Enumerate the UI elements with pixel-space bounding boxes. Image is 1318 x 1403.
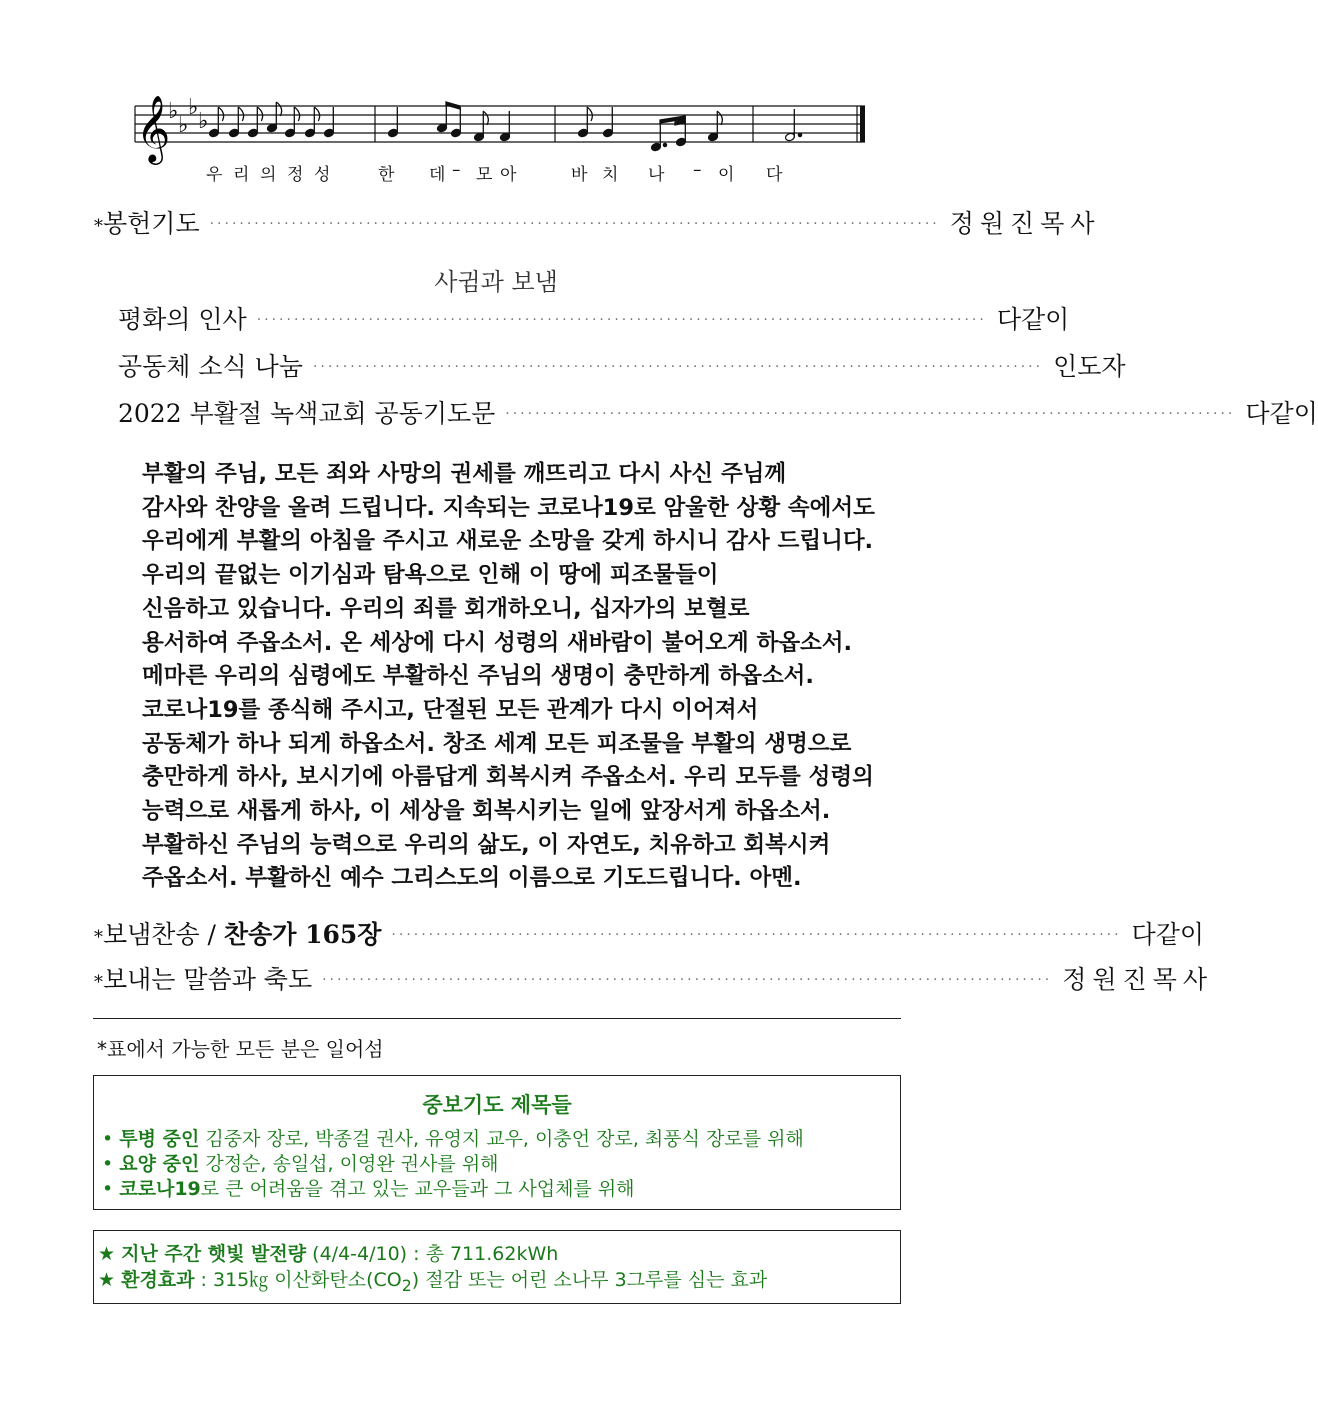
order-leader — [1053, 351, 1125, 383]
prayer-line: 능력으로 새롭게 하사, 이 세상을 회복시키는 일에 앞장서게 하옵소서. — [142, 798, 831, 825]
leader-char: 자 — [1101, 352, 1126, 381]
leader-char: 이 — [1045, 305, 1070, 334]
intercession-box — [93, 1075, 901, 1210]
lyric-syllable: 아 — [500, 165, 517, 185]
hymn-number: 찬송가 165장 — [223, 920, 382, 949]
order-label: 보내는 말씀과 축도 — [103, 965, 313, 994]
lyric-syllable: 성 — [314, 165, 331, 185]
note-flag — [276, 102, 281, 116]
solar-line — [98, 1267, 900, 1299]
lyric-syllable: 모 — [476, 165, 493, 185]
key-signature-flats — [168, 95, 208, 138]
star-icon: ★ — [98, 1269, 116, 1291]
leader-dots: ·································································································· — [256, 312, 987, 328]
svg-text:♭: ♭ — [198, 109, 209, 134]
lyric-syllable: – — [452, 160, 461, 180]
order-leader — [1132, 919, 1204, 951]
leader-char: 다 — [1245, 399, 1270, 428]
leader-dots: ·································································································· — [505, 406, 1236, 422]
prayer-line: 용서하여 주옵소서. 온 세상에 다시 성령의 새바람이 불어오게 하옵소서. — [142, 629, 853, 656]
solar-value: (4/4-4/10) : 총 711.62kWh — [306, 1243, 559, 1265]
section-heading: 사귐과 보냄 — [434, 268, 558, 296]
intercession-category: 코로나19 — [119, 1178, 201, 1200]
leader-char: 다 — [996, 305, 1021, 334]
leader-char: 이 — [1179, 920, 1205, 949]
leader-char: 같 — [1020, 305, 1046, 334]
lyric-syllable: 우 — [206, 165, 223, 185]
lyric-syllable: 치 — [602, 165, 619, 185]
prayer-line: 주옵소서. 부활하신 예수 그리스도의 이름으로 기도드립니다. 아멘. — [142, 865, 802, 892]
order-leader — [1245, 398, 1317, 430]
lyric-syllable: 다 — [766, 165, 783, 185]
solar-box — [93, 1230, 901, 1304]
order-leader: 정원진목사 — [1062, 965, 1213, 994]
order-row-benediction — [94, 964, 1213, 1000]
order-label: 평화의 인사 — [118, 305, 247, 334]
order-row-peace-greeting — [118, 304, 1070, 340]
intercession-text: 로 큰 어려움을 겪고 있는 교우들과 그 사업체를 위해 — [200, 1178, 635, 1200]
order-row-sending-hymn — [94, 919, 1205, 955]
leader-char: 인 — [1053, 352, 1078, 381]
standing-mark: * — [94, 927, 103, 948]
lyric-syllable: 한 — [378, 165, 395, 185]
standing-note: *표에서 가능한 모든 분은 일어섬 — [97, 1037, 384, 1061]
intercession-item — [102, 1177, 900, 1202]
note-flag — [218, 107, 223, 121]
leader-dots: ·································································································· — [312, 359, 1044, 375]
leader-dots: ·································································································· — [209, 216, 940, 232]
note-flag — [257, 107, 262, 121]
intercession-item — [102, 1127, 900, 1152]
order-leader: 정원진목사 — [949, 209, 1101, 238]
joint-prayer-text — [142, 458, 902, 896]
intercession-category: 투병 중인 — [119, 1128, 200, 1150]
bullet-icon: • — [102, 1128, 114, 1150]
note-dot — [663, 143, 666, 146]
solar-label: 지난 주간 햇빛 발전량 — [121, 1243, 307, 1265]
intercession-item — [102, 1152, 900, 1177]
svg-text:♭: ♭ — [188, 95, 199, 120]
prayer-line: 우리에게 부활의 아침을 주시고 새로운 소망을 갖게 하시니 감사 드립니다. — [142, 528, 874, 555]
order-leader — [997, 304, 1069, 336]
order-label — [103, 919, 381, 951]
lyric-syllable: 이 — [718, 165, 735, 185]
order-label: 봉헌기도 — [103, 209, 200, 238]
leader-char: 도 — [1077, 352, 1102, 381]
intercession-text: 강정순, 송일섭, 이영완 권사를 위해 — [199, 1153, 499, 1175]
solar-line — [98, 1241, 900, 1267]
prayer-line: 신음하고 있습니다. 우리의 죄를 회개하오니, 십자가의 보혈로 — [142, 595, 750, 622]
leader-char: 같 — [1155, 920, 1180, 949]
lyric-syllable: 리 — [233, 165, 250, 185]
intercession-text: 김중자 장로, 박종걸 권사, 유영지 교우, 이충언 장로, 최풍식 장로를 위해 — [199, 1128, 804, 1150]
prayer-line: 부활하신 주님의 능력으로 우리의 삶도, 이 자연도, 치유하고 회복시켜 — [142, 831, 831, 858]
bullet-icon: • — [102, 1178, 114, 1200]
standing-mark: * — [94, 216, 103, 237]
lyric-syllable: – — [693, 160, 702, 180]
order-row-offering-prayer — [94, 208, 1101, 244]
effect-label: 환경효과 — [121, 1269, 195, 1291]
order-row-community-news — [118, 351, 1126, 387]
notes — [209, 102, 802, 152]
svg-text:♭: ♭ — [178, 113, 189, 138]
leader-char: 같 — [1269, 399, 1294, 428]
prayer-line: 충만하게 하사, 보시기에 아름답게 회복시켜 주옵소서. 우리 모두를 성령의 — [142, 764, 874, 791]
lyric-syllable: 바 — [571, 165, 588, 185]
svg-text:♭: ♭ — [168, 99, 179, 124]
divider — [93, 1018, 901, 1019]
leader-char: 다 — [1131, 920, 1156, 949]
order-label: 2022 부활절 녹색교회 공동기도문 — [118, 399, 496, 428]
prayer-line: 감사와 찬양을 올려 드립니다. 지속되는 코로나19로 암울한 상황 속에서도 — [142, 494, 875, 521]
lyric-syllable: 데 — [429, 165, 446, 185]
prayer-line: 공동체가 하나 되게 하옵소서. 창조 세계 모든 피조물을 부활의 생명으로 — [142, 730, 852, 757]
lyric-syllable: 의 — [260, 165, 277, 185]
prayer-line: 메마른 우리의 심령에도 부활하신 주님의 생명이 충만하게 하옵소서. — [142, 663, 814, 690]
leader-char: 이 — [1293, 399, 1318, 428]
order-label: 공동체 소식 나눔 — [118, 352, 303, 381]
prayer-line: 우리의 끝없는 이기심과 탐욕으로 인해 이 땅에 피조물들이 — [142, 562, 719, 589]
star-icon: ★ — [98, 1243, 116, 1265]
prayer-line: 코로나19를 종식해 주시고, 단절된 모든 관계가 다시 이어져서 — [142, 696, 759, 723]
intercession-category: 요양 중인 — [119, 1153, 200, 1175]
note-dot — [798, 133, 801, 136]
leader-dots: ·································································································· — [391, 927, 1122, 943]
effect-subscript: 2 — [401, 1275, 412, 1295]
note-flag — [238, 107, 243, 121]
note-beam — [446, 102, 460, 109]
standing-mark: * — [94, 972, 103, 993]
note-flag — [314, 107, 319, 121]
leader-dots: ·································································································· — [322, 972, 1053, 988]
intercession-title: 중보기도 제목들 — [422, 1093, 572, 1117]
note-flag — [294, 107, 299, 121]
prayer-line: 부활의 주님, 모든 죄와 사망의 권세를 깨뜨리고 다시 사신 주님께 — [142, 461, 787, 487]
lyric-syllable: 정 — [287, 165, 304, 185]
bullet-icon: • — [102, 1153, 114, 1175]
order-label-text: 보냄찬송 / — [103, 920, 224, 949]
lyric-syllable: 나 — [648, 165, 665, 185]
order-row-joint-prayer — [118, 398, 1318, 434]
effect-value-rest: ) 절감 또는 어린 소나무 3그루를 심는 효과 — [411, 1269, 768, 1291]
treble-clef-icon: 𝄞 — [136, 94, 171, 162]
effect-value: : 315㎏ 이산화탄소(CO — [194, 1269, 402, 1291]
